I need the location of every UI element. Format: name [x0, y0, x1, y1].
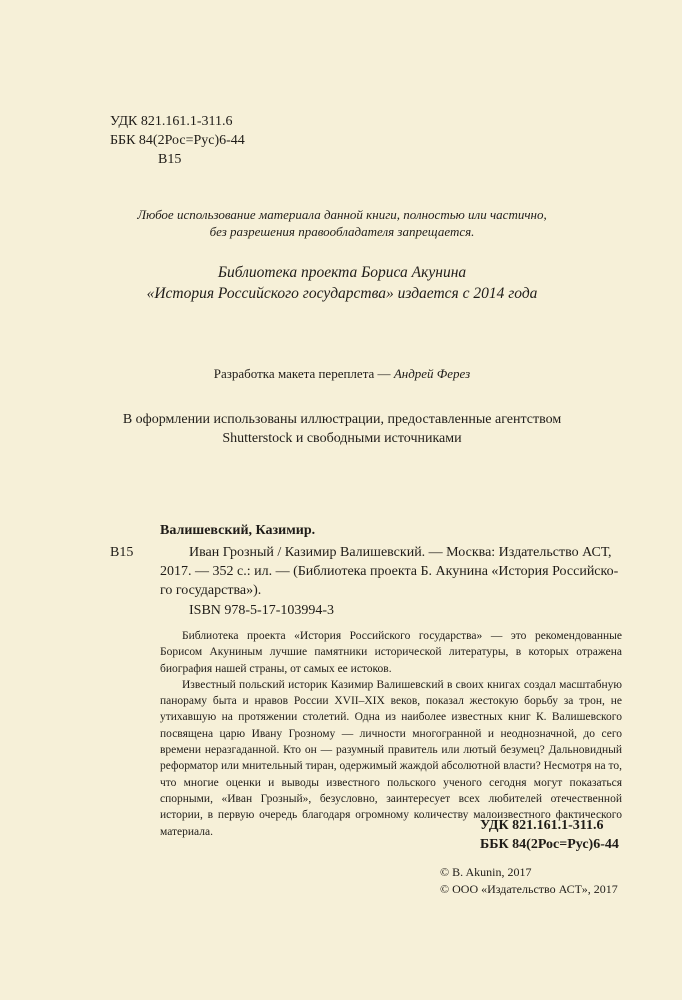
illustrations-line2: Shutterstock и свободными источниками — [222, 431, 462, 446]
illustrations-credit — [80, 410, 604, 448]
cover-design-label: Разработка макета переплета — — [213, 366, 394, 381]
copyrights — [440, 864, 618, 898]
catalog-description-cont — [160, 562, 618, 600]
series-line2: «История Российского государства» издается с 2014 года — [146, 285, 538, 302]
bbk-code: ББК 84(2Рос=Рус)6-44 — [110, 133, 245, 148]
catalog-desc-line3: го государства»). — [160, 583, 262, 598]
catalog-code: В15 — [110, 545, 134, 560]
cover-designer-name: Андрей Ферез — [393, 366, 471, 381]
copyright-notice-line2: без разрешения правообладателя запрещается. — [209, 224, 475, 239]
annotation-paragraph-2: Известный польский историк Казимир Валишевский в своих книгах создал масштабную панораму быта и нравов России XVII–XIX веков, показал жестокую борьбу за трон, не утихавшую на протяжении столетий. Одна из наиболее известных книг К. Валишевского посвящена царю Ивану Грозному — личности многогранной и неоднозначной, до сего времени неразгаданной. Кто он — разумный правитель или лютый безумец? Дальновидный реформатор или мнительный тиран, одержимый жаждой абсолютной власти? Несмотря на то, что многие оценки и выводы известного польского ученого сегодня могут показаться спорными, «Иван Грозный», безусловно, заинтересует всех любителей отечественной истории, в первую очередь благодаря огромному количеству малоизвестного фактического материала. — [160, 678, 622, 838]
footer-codes — [480, 816, 619, 854]
footer-udk: УДК 821.161.1-311.6 — [480, 818, 604, 833]
footer-bbk: ББК 84(2Рос=Рус)6-44 — [480, 837, 619, 852]
header-codes — [110, 112, 245, 169]
copyright-notice-line1: Любое использование материала данной книги, полностью или частично, — [137, 207, 547, 222]
udk-code: УДК 821.161.1-311.6 — [110, 114, 233, 129]
catalog-desc-line1: Иван Грозный / Казимир Валишевский. — Москва: Издательство АСТ, — [189, 545, 612, 560]
series-line1: Библиотека проекта Бориса Акунина — [217, 264, 467, 281]
author-mark: В15 — [158, 152, 182, 167]
catalog-desc-line2: 2017. — 352 с.: ил. — (Библиотека проекта Б. Акунина «История Российско- — [160, 564, 619, 579]
catalog-author: Валишевский, Казимир. — [160, 523, 316, 538]
cover-design-credit — [80, 365, 604, 382]
annotation-paragraph-1: Библиотека проекта «История Российского государства» — это рекомендованные Борисом Акуниным лучшие памятники исторической литературы, в которых отражена биография нашей страны, от самых ее истоков. — [160, 630, 622, 675]
series-info — [80, 262, 604, 304]
annotation — [160, 628, 622, 840]
copyright-publisher: © ООО «Издательство АСТ», 2017 — [440, 882, 618, 896]
copyright-notice — [110, 206, 574, 240]
copyright-author: © B. Akunin, 2017 — [440, 865, 532, 879]
catalog-description — [189, 543, 612, 562]
isbn: ISBN 978-5-17-103994-3 — [189, 603, 335, 618]
illustrations-line1: В оформлении использованы иллюстрации, предоставленные агентством — [122, 412, 562, 427]
